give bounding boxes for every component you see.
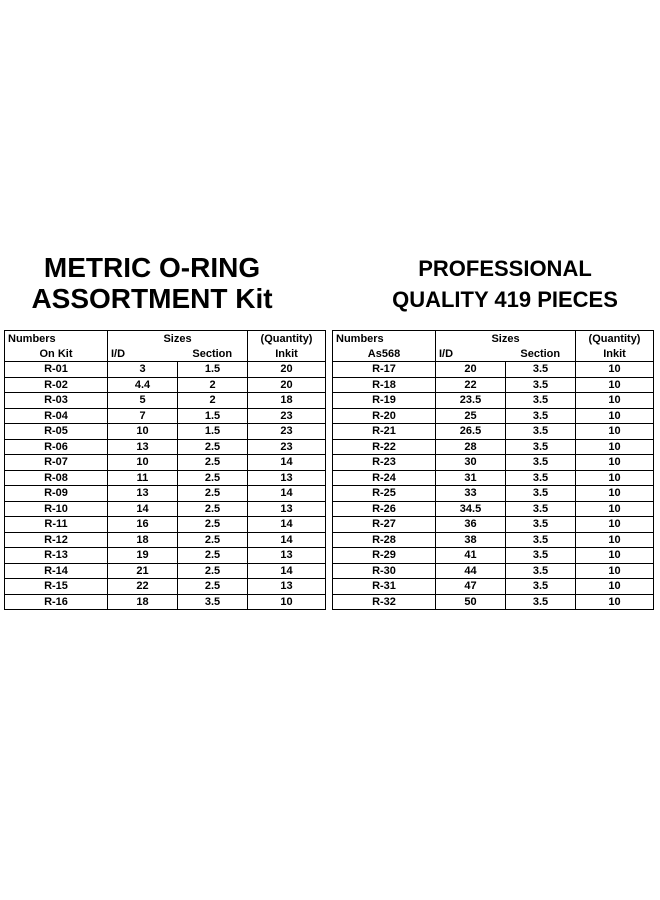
- cell-quantity: 10: [576, 362, 654, 378]
- table-row: [333, 501, 654, 517]
- header-quantity-sub: Inkit: [576, 346, 654, 362]
- oring-table-left: [4, 330, 326, 610]
- cell-number: R-15: [5, 579, 108, 595]
- title-professional-quality: [355, 253, 655, 315]
- table-row: [5, 517, 326, 533]
- cell-quantity: 10: [576, 532, 654, 548]
- cell-quantity: 10: [576, 594, 654, 610]
- cell-quantity: 14: [248, 486, 326, 502]
- cell-section: 3.5: [506, 532, 576, 548]
- cell-number: R-06: [5, 439, 108, 455]
- cell-id: 31: [436, 470, 506, 486]
- cell-number: R-13: [5, 548, 108, 564]
- cell-quantity: 10: [576, 393, 654, 409]
- header-section: Section: [506, 346, 576, 362]
- header-row: [333, 331, 654, 347]
- cell-number: R-09: [5, 486, 108, 502]
- cell-section: 3.5: [506, 455, 576, 471]
- cell-section: 3.5: [506, 377, 576, 393]
- table-row: [333, 377, 654, 393]
- header-quantity: (Quantity): [576, 331, 654, 347]
- cell-section: 2.5: [178, 532, 248, 548]
- cell-section: 3.5: [506, 393, 576, 409]
- cell-quantity: 10: [576, 501, 654, 517]
- cell-section: 3.5: [506, 501, 576, 517]
- cell-id: 13: [108, 486, 178, 502]
- cell-section: 3.5: [506, 563, 576, 579]
- cell-id: 50: [436, 594, 506, 610]
- cell-number: R-16: [5, 594, 108, 610]
- cell-section: 2: [178, 393, 248, 409]
- cell-id: 18: [108, 594, 178, 610]
- table-row: [5, 408, 326, 424]
- cell-id: 10: [108, 455, 178, 471]
- table-row: [333, 563, 654, 579]
- cell-section: 2.5: [178, 517, 248, 533]
- cell-quantity: 10: [576, 517, 654, 533]
- cell-number: R-14: [5, 563, 108, 579]
- table-row: [5, 455, 326, 471]
- cell-number: R-18: [333, 377, 436, 393]
- cell-number: R-22: [333, 439, 436, 455]
- table-row: [333, 517, 654, 533]
- table-row: [333, 439, 654, 455]
- cell-id: 47: [436, 579, 506, 595]
- cell-quantity: 23: [248, 424, 326, 440]
- table-row: [5, 579, 326, 595]
- cell-section: 3.5: [506, 424, 576, 440]
- title-metric-o-ring: [4, 252, 300, 314]
- header-numbers-sub: As568: [333, 346, 436, 362]
- cell-number: R-20: [333, 408, 436, 424]
- header-numbers: Numbers: [5, 331, 108, 347]
- table-row: [5, 486, 326, 502]
- cell-quantity: 23: [248, 408, 326, 424]
- cell-quantity: 13: [248, 548, 326, 564]
- table-row: [333, 532, 654, 548]
- cell-id: 41: [436, 548, 506, 564]
- title-right-line1: PROFESSIONAL: [418, 256, 592, 281]
- table-row: [333, 548, 654, 564]
- cell-number: R-19: [333, 393, 436, 409]
- cell-number: R-27: [333, 517, 436, 533]
- cell-quantity: 10: [576, 424, 654, 440]
- header-sizes: Sizes: [108, 331, 248, 347]
- cell-number: R-17: [333, 362, 436, 378]
- header-quantity-sub: Inkit: [248, 346, 326, 362]
- cell-quantity: 14: [248, 563, 326, 579]
- header-numbers-sub: On Kit: [5, 346, 108, 362]
- table-row: [333, 393, 654, 409]
- cell-quantity: 10: [576, 563, 654, 579]
- cell-section: 2.5: [178, 486, 248, 502]
- cell-number: R-07: [5, 455, 108, 471]
- cell-id: 38: [436, 532, 506, 548]
- cell-id: 28: [436, 439, 506, 455]
- cell-id: 16: [108, 517, 178, 533]
- cell-quantity: 23: [248, 439, 326, 455]
- cell-section: 2.5: [178, 548, 248, 564]
- cell-id: 19: [108, 548, 178, 564]
- cell-quantity: 14: [248, 455, 326, 471]
- cell-section: 3.5: [506, 579, 576, 595]
- cell-quantity: 20: [248, 377, 326, 393]
- cell-id: 18: [108, 532, 178, 548]
- cell-quantity: 18: [248, 393, 326, 409]
- cell-id: 20: [436, 362, 506, 378]
- cell-section: 3.5: [506, 486, 576, 502]
- header-section: Section: [178, 346, 248, 362]
- oring-table-right: [332, 330, 654, 610]
- cell-section: 3.5: [506, 439, 576, 455]
- cell-number: R-30: [333, 563, 436, 579]
- cell-section: 2.5: [178, 470, 248, 486]
- cell-quantity: 10: [576, 377, 654, 393]
- title-left-line2: ASSORTMENT Kit: [31, 283, 273, 314]
- table-row: [5, 501, 326, 517]
- cell-quantity: 10: [248, 594, 326, 610]
- cell-id: 22: [108, 579, 178, 595]
- cell-number: R-26: [333, 501, 436, 517]
- cell-id: 21: [108, 563, 178, 579]
- cell-number: R-11: [5, 517, 108, 533]
- table-row: [333, 362, 654, 378]
- cell-number: R-28: [333, 532, 436, 548]
- cell-number: R-02: [5, 377, 108, 393]
- table-row: [333, 408, 654, 424]
- cell-number: R-32: [333, 594, 436, 610]
- header-sizes: Sizes: [436, 331, 576, 347]
- cell-section: 3.5: [506, 362, 576, 378]
- cell-quantity: 10: [576, 455, 654, 471]
- cell-number: R-08: [5, 470, 108, 486]
- cell-number: R-21: [333, 424, 436, 440]
- table-right-body: [333, 331, 654, 610]
- cell-quantity: 10: [576, 548, 654, 564]
- table-left-body: [5, 331, 326, 610]
- table-row: [5, 362, 326, 378]
- header-subrow: [333, 346, 654, 362]
- title-right-line2: QUALITY 419 PIECES: [392, 287, 618, 312]
- cell-number: R-24: [333, 470, 436, 486]
- table-row: [5, 439, 326, 455]
- cell-id: 13: [108, 439, 178, 455]
- cell-quantity: 13: [248, 579, 326, 595]
- cell-quantity: 14: [248, 517, 326, 533]
- table-row: [5, 470, 326, 486]
- cell-id: 36: [436, 517, 506, 533]
- cell-number: R-01: [5, 362, 108, 378]
- cell-id: 7: [108, 408, 178, 424]
- cell-number: R-23: [333, 455, 436, 471]
- cell-section: 3.5: [178, 594, 248, 610]
- cell-number: R-29: [333, 548, 436, 564]
- cell-section: 1.5: [178, 408, 248, 424]
- header-subrow: [5, 346, 326, 362]
- table-row: [5, 532, 326, 548]
- table-row: [333, 424, 654, 440]
- cell-quantity: 13: [248, 470, 326, 486]
- table-row: [5, 393, 326, 409]
- cell-section: 2.5: [178, 579, 248, 595]
- cell-id: 4.4: [108, 377, 178, 393]
- cell-id: 3: [108, 362, 178, 378]
- header-row: [5, 331, 326, 347]
- cell-quantity: 10: [576, 579, 654, 595]
- cell-quantity: 20: [248, 362, 326, 378]
- title-left-line1: METRIC O-RING: [43, 252, 261, 283]
- cell-number: R-04: [5, 408, 108, 424]
- table-row: [333, 579, 654, 595]
- cell-id: 10: [108, 424, 178, 440]
- header-numbers: Numbers: [333, 331, 436, 347]
- cell-quantity: 10: [576, 486, 654, 502]
- cell-section: 3.5: [506, 594, 576, 610]
- cell-section: 3.5: [506, 470, 576, 486]
- cell-id: 11: [108, 470, 178, 486]
- cell-number: R-05: [5, 424, 108, 440]
- cell-id: 14: [108, 501, 178, 517]
- cell-section: 1.5: [178, 362, 248, 378]
- cell-number: R-10: [5, 501, 108, 517]
- cell-id: 30: [436, 455, 506, 471]
- cell-quantity: 14: [248, 532, 326, 548]
- cell-quantity: 13: [248, 501, 326, 517]
- table-row: [5, 548, 326, 564]
- table-row: [5, 377, 326, 393]
- table-row: [333, 486, 654, 502]
- header-quantity: (Quantity): [248, 331, 326, 347]
- table-row: [5, 594, 326, 610]
- cell-id: 34.5: [436, 501, 506, 517]
- header-id: I/D: [436, 346, 506, 362]
- cell-section: 3.5: [506, 408, 576, 424]
- cell-id: 25: [436, 408, 506, 424]
- cell-section: 3.5: [506, 548, 576, 564]
- cell-number: R-12: [5, 532, 108, 548]
- cell-section: 2.5: [178, 501, 248, 517]
- cell-section: 1.5: [178, 424, 248, 440]
- table-row: [5, 424, 326, 440]
- cell-section: 2: [178, 377, 248, 393]
- cell-id: 33: [436, 486, 506, 502]
- cell-number: R-25: [333, 486, 436, 502]
- cell-id: 26.5: [436, 424, 506, 440]
- cell-id: 23.5: [436, 393, 506, 409]
- table-row: [333, 470, 654, 486]
- cell-id: 22: [436, 377, 506, 393]
- cell-section: 2.5: [178, 563, 248, 579]
- cell-number: R-31: [333, 579, 436, 595]
- cell-section: 2.5: [178, 439, 248, 455]
- cell-section: 3.5: [506, 517, 576, 533]
- cell-quantity: 10: [576, 470, 654, 486]
- cell-id: 5: [108, 393, 178, 409]
- cell-quantity: 10: [576, 439, 654, 455]
- table-row: [333, 455, 654, 471]
- table-row: [333, 594, 654, 610]
- cell-number: R-03: [5, 393, 108, 409]
- header-id: I/D: [108, 346, 178, 362]
- table-row: [5, 563, 326, 579]
- cell-section: 2.5: [178, 455, 248, 471]
- cell-id: 44: [436, 563, 506, 579]
- cell-quantity: 10: [576, 408, 654, 424]
